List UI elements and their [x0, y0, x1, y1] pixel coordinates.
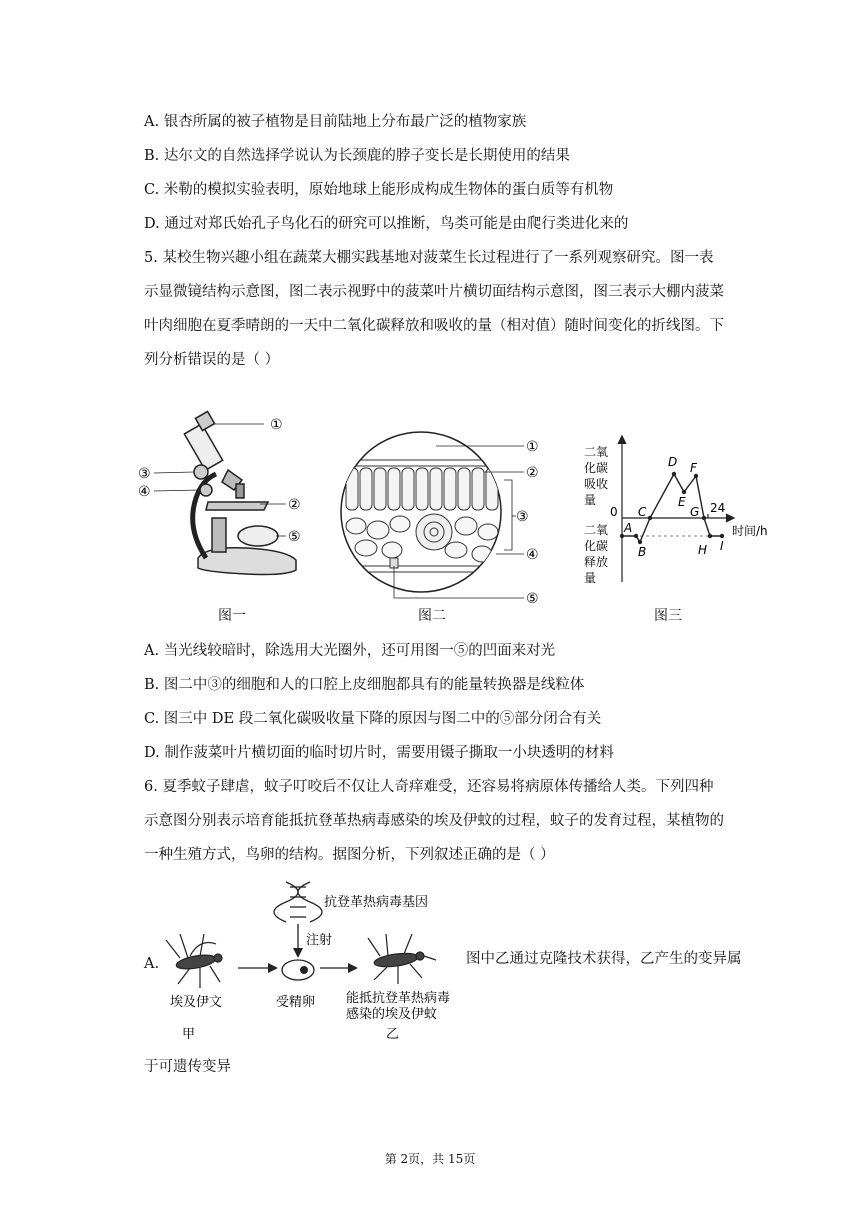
fig2-label-3: ③ — [516, 509, 529, 525]
fig2-label-2: ② — [526, 465, 539, 481]
point-label-a: A — [624, 521, 633, 535]
y-label-char: 放 — [596, 555, 609, 569]
mosquito-process-figure — [160, 878, 470, 1043]
y-label-char: 二 — [584, 445, 597, 459]
q5-option-b: B. 图二中③的细胞和人的口腔上皮细胞都具有的能量转换器是线粒体 — [144, 677, 585, 693]
q5-option-c: C. 图三中 DE 段二氧化碳吸收量下降的原因与图二中的⑤部分闭合有关 — [144, 711, 602, 727]
point-label-i: I — [720, 539, 724, 553]
point-label-c: C — [638, 505, 647, 519]
fig1-label-1: ① — [270, 417, 283, 433]
q5-stem-line: 5. 某校生物兴趣小组在蔬菜大棚实践基地对菠菜生长过程进行了一系列观察研究。图一表 — [144, 250, 714, 266]
y-label-char: 释 — [584, 555, 597, 569]
y-label-char: 量 — [584, 493, 597, 507]
co2-line-chart — [578, 432, 788, 602]
q5-option-a: A. 当光线较暗时，除选用大光圈外，还可用图一⑤的凹面来对光 — [144, 643, 556, 659]
fig3-caption: 图三 — [654, 608, 682, 624]
point-label-g: G — [690, 505, 700, 519]
y-label-char: 化 — [584, 539, 597, 553]
y-label-char: 碳 — [596, 539, 609, 553]
fig1-label-2: ② — [288, 497, 301, 513]
point-label-e: E — [678, 495, 686, 509]
leaf-section-figure — [336, 430, 546, 610]
q6-option-a-label: A. — [144, 956, 160, 972]
gene-label: 抗登革热病毒基因 — [324, 895, 429, 910]
y-label-char: 碳 — [596, 461, 609, 475]
q5-stem-line: 示显微镜结构示意图，图二表示视野中的菠菜叶片横切面结构示意图，图三表示大棚内菠菜 — [144, 284, 724, 300]
fig1-caption: 图一 — [218, 608, 246, 624]
x-axis-label: 时间/h — [732, 524, 768, 538]
q6-option-a-text-cont: 于可遗传变异 — [144, 1059, 231, 1075]
mosquito-left-label: 埃及伊文 — [170, 995, 223, 1010]
y-label-char: 氧 — [596, 523, 609, 537]
result-label-line2: 感染的埃及伊蚊 — [346, 1007, 438, 1022]
y-label-char: 二 — [584, 523, 597, 537]
fig2-caption: 图二 — [418, 608, 446, 624]
q4-option-d: D. 通过对郑氏始孔子鸟化石的研究可以推断，鸟类可能是由爬行类进化来的 — [144, 216, 629, 232]
point-label-h: H — [698, 543, 708, 557]
zero-label: 0 — [610, 505, 618, 519]
point-label-d: D — [668, 455, 678, 469]
microscope-figure — [136, 408, 316, 588]
q4-option-c: C. 米勒的模拟实验表明，原始地球上能形成构成生物体的蛋白质等有机物 — [144, 182, 614, 198]
q4-option-a: A. 银杏所属的被子植物是目前陆地上分布最广泛的植物家族 — [144, 114, 527, 130]
fig2-label-1: ① — [526, 439, 539, 455]
yi-label: 乙 — [386, 1027, 400, 1042]
y-label-char: 吸 — [584, 477, 597, 491]
egg-icon — [282, 960, 314, 980]
y-label-char: 收 — [596, 477, 609, 491]
q6-stem-line: 6. 夏季蚊子肆虐，蚊子叮咬后不仅让人奇痒难受，还容易将病原体传播给人类。下列四种 — [144, 779, 714, 795]
page-footer: 第 2页，共 15页 — [384, 1152, 476, 1166]
q6-option-a-text: 图中乙通过克隆技术获得，乙产生的变异属 — [466, 951, 742, 967]
q5-stem-line: 列分析错误的是（ ） — [144, 352, 280, 368]
fig2-label-4: ④ — [526, 547, 539, 563]
tick-24: 24 — [710, 501, 726, 515]
q6-stem-line: 示意图分别表示培育能抵抗登革热病毒感染的埃及伊蚊的过程，蚊子的发育过程，某植物的 — [144, 813, 724, 829]
y-label-char: 量 — [584, 571, 597, 585]
fig1-label-3: ③ — [138, 466, 151, 482]
q5-stem-line: 叶肉细胞在夏季晴朗的一天中二氧化碳释放和吸收的量（相对值）随时间变化的折线图。下 — [144, 318, 724, 334]
q4-option-b: B. 达尔文的自然选择学说认为长颈鹿的脖子变长是长期使用的结果 — [144, 148, 570, 164]
inject-label: 注射 — [306, 933, 333, 948]
point-label-b: B — [638, 545, 647, 559]
q5-option-d: D. 制作菠菜叶片横切面的临时切片时，需要用镊子撕取一小块透明的材料 — [144, 745, 614, 761]
fig1-label-5: ⑤ — [288, 529, 301, 545]
dna-icon — [274, 882, 322, 922]
mosquito-icon — [166, 934, 222, 988]
jia-label: 甲 — [182, 1027, 196, 1042]
mosquito-icon — [368, 934, 436, 984]
egg-label: 受精卵 — [276, 995, 316, 1010]
result-label-line1: 能抵抗登革热病毒 — [346, 991, 451, 1006]
point-label-f: F — [690, 461, 697, 475]
fig1-label-4: ④ — [138, 484, 151, 500]
y-label-char: 化 — [584, 461, 597, 475]
q6-stem-line: 一种生殖方式，鸟卵的结构。据图分析，下列叙述正确的是（ ） — [144, 847, 555, 863]
fig2-label-5: ⑤ — [526, 591, 539, 607]
y-label-char: 氧 — [596, 445, 609, 459]
